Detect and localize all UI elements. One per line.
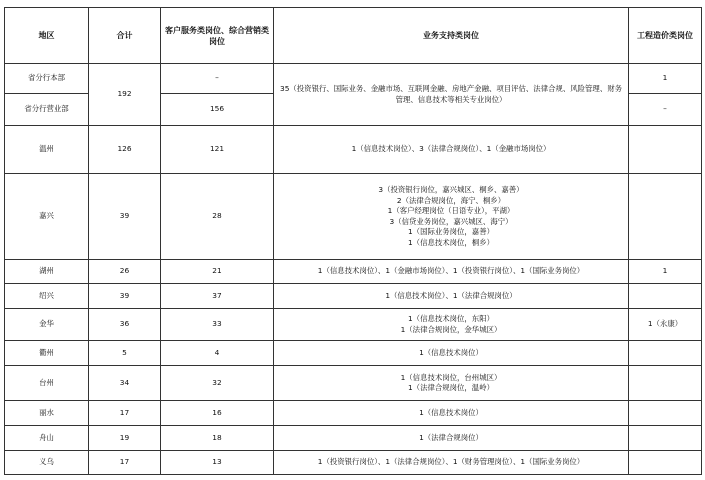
support-line: 3（信贷业务岗位，嘉兴城区、海宁）	[389, 216, 513, 226]
total-cell: 126	[89, 126, 161, 174]
cost-cell	[629, 401, 702, 426]
cost-cell: 1（永康）	[629, 309, 702, 341]
region-cell: 省分行本部	[5, 64, 89, 94]
support-line: 1（法律合规岗位，金华城区）	[400, 324, 502, 334]
customer-cell: 28	[161, 174, 274, 260]
support-cell	[274, 174, 629, 260]
cost-cell	[629, 174, 702, 260]
header-cost-positions: 工程造价类岗位	[629, 8, 702, 64]
table-row	[5, 426, 702, 451]
region-cell: 温州	[5, 126, 89, 174]
table-row	[5, 366, 702, 401]
cost-cell: 1	[629, 260, 702, 284]
table-row	[5, 451, 702, 475]
total-cell: 26	[89, 260, 161, 284]
support-cell: 1（信息技术岗位）、1（法律合规岗位）	[274, 284, 629, 309]
support-cell	[274, 366, 629, 401]
customer-cell: 13	[161, 451, 274, 475]
support-line: 1（国际业务岗位，嘉善）	[407, 227, 494, 236]
region-cell: 衢州	[5, 341, 89, 366]
customer-cell: 4	[161, 341, 274, 366]
header-support-positions: 业务支持类岗位	[274, 8, 629, 64]
support-cell: 1（信息技术岗位）	[274, 401, 629, 426]
table-row	[5, 309, 702, 341]
support-cell: 35（投资银行、国际业务、金融市场、互联网金融、房地产金融、项目评估、法律合规、风险管理、财务管理、信息技术等相关专业岗位）	[274, 64, 629, 126]
total-cell: 34	[89, 366, 161, 401]
table-row	[5, 174, 702, 260]
table-row	[5, 64, 702, 94]
customer-cell: 21	[161, 260, 274, 284]
region-cell: 金华	[5, 309, 89, 341]
cost-cell	[629, 126, 702, 174]
table-row	[5, 126, 702, 174]
header-customer-positions: 客户服务类岗位、综合营销类岗位	[161, 8, 274, 64]
customer-cell: –	[161, 64, 274, 94]
header-total: 合计	[89, 8, 161, 64]
header-row	[5, 8, 702, 64]
region-cell: 湖州	[5, 260, 89, 284]
total-cell: 192	[89, 64, 161, 126]
support-line: 3（投资银行岗位，嘉兴城区、桐乡、嘉善）	[378, 185, 524, 194]
header-region: 地区	[5, 8, 89, 64]
total-cell: 17	[89, 401, 161, 426]
region-cell: 台州	[5, 366, 89, 401]
total-cell: 5	[89, 341, 161, 366]
customer-cell: 32	[161, 366, 274, 401]
total-cell: 39	[89, 174, 161, 260]
recruitment-table	[4, 7, 702, 475]
support-cell: 1（信息技术岗位）	[274, 341, 629, 366]
support-cell: 1（信息技术岗位）、3（法律合规岗位）、1（金融市场岗位）	[274, 126, 629, 174]
cost-cell	[629, 451, 702, 475]
support-line: 1（信息技术岗位，东阳）	[407, 314, 494, 323]
region-cell: 丽水	[5, 401, 89, 426]
customer-cell: 121	[161, 126, 274, 174]
table-row	[5, 260, 702, 284]
cost-cell	[629, 341, 702, 366]
region-cell: 绍兴	[5, 284, 89, 309]
support-cell: 1（法律合规岗位）	[274, 426, 629, 451]
table-row	[5, 341, 702, 366]
support-cell: 1（信息技术岗位）、1（金融市场岗位）、1（投资银行岗位）、1（国际业务岗位）	[274, 260, 629, 284]
support-cell	[274, 309, 629, 341]
total-cell: 36	[89, 309, 161, 341]
support-line: 1（信息技术岗位，桐乡）	[407, 237, 494, 247]
region-cell: 嘉兴	[5, 174, 89, 260]
table-row	[5, 284, 702, 309]
support-line: 1（法律合规岗位，温岭）	[407, 383, 494, 392]
cost-cell	[629, 366, 702, 401]
cost-cell	[629, 426, 702, 451]
customer-cell: 16	[161, 401, 274, 426]
support-line: 2（法律合规岗位，海宁、桐乡）	[396, 195, 506, 205]
total-cell: 19	[89, 426, 161, 451]
cost-cell: 1	[629, 64, 702, 94]
total-cell: 17	[89, 451, 161, 475]
region-cell: 义乌	[5, 451, 89, 475]
support-line: 1（客户经理岗位（日语专业），平湖）	[387, 206, 515, 215]
customer-cell: 156	[161, 94, 274, 126]
support-line: 1（信息技术岗位，台州城区）	[400, 372, 502, 382]
customer-cell: 37	[161, 284, 274, 309]
support-cell: 1（投资银行岗位）、1（法律合规岗位）、1（财务管理岗位）、1（国际业务岗位）	[274, 451, 629, 475]
cost-cell: –	[629, 94, 702, 126]
region-cell: 舟山	[5, 426, 89, 451]
cost-cell	[629, 284, 702, 309]
table-row	[5, 401, 702, 426]
region-cell: 省分行营业部	[5, 94, 89, 126]
total-cell: 39	[89, 284, 161, 309]
customer-cell: 33	[161, 309, 274, 341]
customer-cell: 18	[161, 426, 274, 451]
